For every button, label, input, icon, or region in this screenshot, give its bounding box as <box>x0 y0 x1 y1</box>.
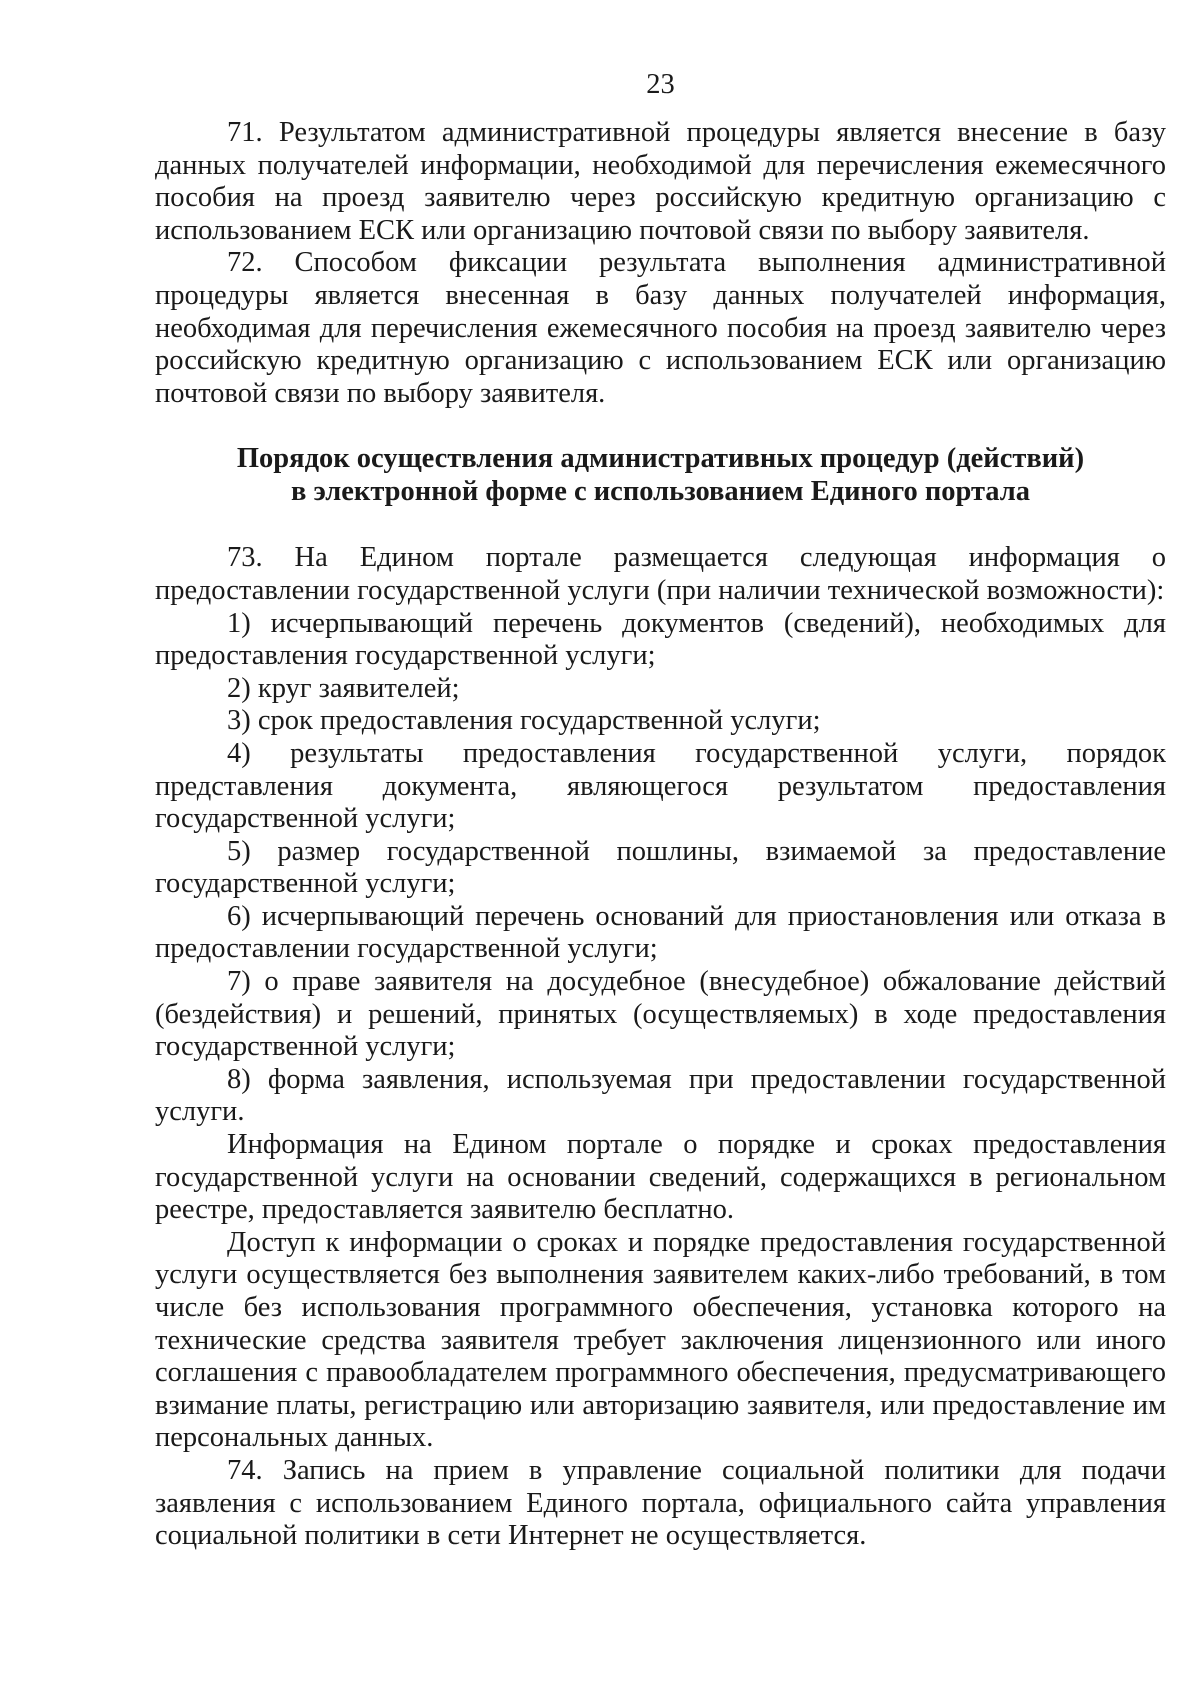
document-page <box>155 68 1166 1553</box>
paragraph-72: 72. Способом фиксации результата выполнения административной процедуры является внесенная в базу данных получателей информация, необходимая для перечисления ежемесячного пособия на проезд заявителю через российскую кредитную организацию с использованием ЕСК или организацию почтовой связи по выбору заявителя. <box>155 247 1166 409</box>
list-item-8: 8) форма заявления, используемая при предоставлении государственной услуги. <box>155 1063 1166 1128</box>
paragraph-access: Доступ к информации о сроках и порядке предоставления государственной услуги осуществляется без выполнения заявителем каких-либо требований, в том числе без использования программного обеспечения, установка которого на технические средства заявителя требует заключения лицензионного или иного соглашения с правообладателем программного обеспечения, предусматривающего взимание платы, регистрацию или авторизацию заявителя, или предоставление им персональных данных. <box>155 1226 1166 1454</box>
section-heading-line-1: Порядок осуществления административных процедур (действий) <box>236 443 1085 475</box>
list-item-4: 4) результаты предоставления государственной услуги, порядок представления документа, являющегося результатом предоставления государственной услуги; <box>155 737 1166 835</box>
list-item-2: 2) круг заявителей; <box>227 672 460 704</box>
paragraph-info-free: Информация на Едином портале о порядке и сроках предоставления государственной услуги на основании сведений, содержащихся в региональном реестре, предоставляется заявителю бесплатно. <box>155 1129 1166 1226</box>
list-item-5: 5) размер государственной пошлины, взимаемой за предоставление государственной услуги; <box>155 835 1166 900</box>
section-heading <box>155 442 1166 508</box>
list-item-1: 1) исчерпывающий перечень документов (сведений), необходимых для предоставления государственной услуги; <box>155 607 1166 672</box>
page-number: 23 <box>646 69 675 100</box>
list-item-6: 6) исчерпывающий перечень оснований для приостановления или отказа в предоставлении государственной услуги; <box>155 900 1166 965</box>
paragraph-73: 73. На Едином портале размещается следующая информация о предоставлении государственной услуги (при наличии технической возможности): <box>155 542 1166 606</box>
paragraph-71: 71. Результатом административной процедуры является внесение в базу данных получателей информации, необходимой для перечисления ежемесячного пособия на проезд заявителю через российскую кредитную организацию с использованием ЕСК или организацию почтовой связи по выбору заявителя. <box>155 117 1166 246</box>
paragraph-74: 74. Запись на прием в управление социальной политики для подачи заявления с использованием Единого портала, официального сайта управления социальной политики в сети Интернет не осуществляется. <box>155 1454 1166 1552</box>
list-item-3: 3) срок предоставления государственной услуги; <box>227 705 821 737</box>
list-item-7: 7) о праве заявителя на досудебное (внесудебное) обжалование действий (бездействия) и решений, принятых (осуществляемых) в ходе предоставления государственной услуги; <box>155 966 1166 1063</box>
section-heading-line-2: в электронной форме с использованием Единого портала <box>290 476 1031 508</box>
